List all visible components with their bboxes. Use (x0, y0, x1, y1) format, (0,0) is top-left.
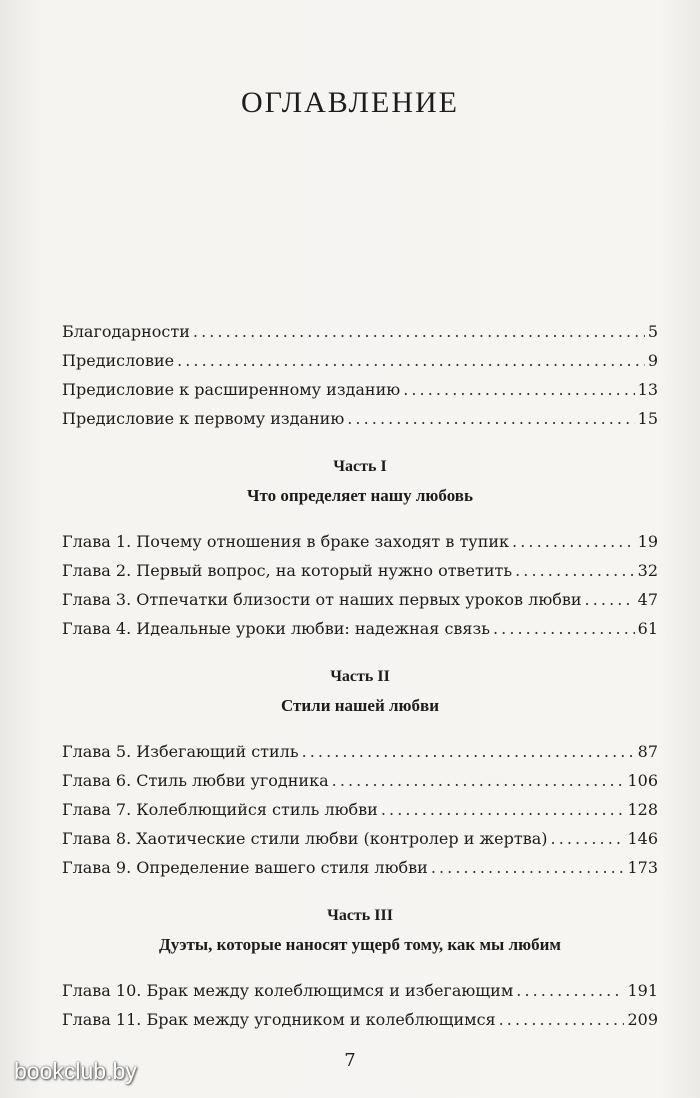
toc-entry (62, 561, 658, 590)
toc-entry (62, 380, 658, 409)
toc-entry-title: Предисловие (62, 351, 175, 370)
front-matter (62, 322, 658, 438)
toc-entry-title: Глава 7. Колеблющийся стиль любви (62, 800, 378, 819)
toc-entry-page: 128 (627, 800, 658, 819)
toc-entry-page: 15 (637, 409, 658, 428)
dot-leader (512, 532, 635, 551)
dot-leader (551, 829, 625, 848)
toc-entry-title: Глава 11. Брак между угодником и колеблющимся (62, 1010, 496, 1029)
part-section (62, 458, 658, 648)
toc-entry (62, 409, 658, 438)
toc-entry (62, 829, 658, 858)
toc-entry-page: 191 (627, 981, 658, 1000)
toc-entry (62, 742, 658, 771)
dot-leader (177, 351, 645, 370)
dot-leader (302, 742, 635, 761)
site-watermark: bookclub.by (14, 1058, 137, 1084)
toc-entry-title: Глава 9. Определение вашего стиля любви (62, 858, 428, 877)
toc-entry-page: 9 (647, 351, 658, 370)
toc-entry-title: Глава 8. Хаотические стили любви (контролер и жертва) (62, 829, 548, 848)
toc-entry (62, 619, 658, 648)
toc-entry-title: Глава 2. Первый вопрос, на который нужно ответить (62, 561, 513, 580)
toc-entry-title: Глава 6. Стиль любви угодника (62, 771, 329, 790)
toc-entry (62, 858, 658, 887)
dot-leader (499, 1010, 625, 1029)
dot-leader (332, 771, 625, 790)
toc-entry-title: Глава 1. Почему отношения в браке заходят в тупик (62, 532, 510, 551)
dot-leader (431, 858, 625, 877)
toc-entry-page: 13 (637, 380, 658, 399)
toc-entry (62, 1010, 658, 1039)
toc-entry-page: 5 (647, 322, 658, 341)
part-label: Часть III (327, 907, 393, 924)
toc-entry (62, 771, 658, 800)
dot-leader (585, 590, 635, 609)
part-title: Стили нашей любви (280, 696, 440, 715)
toc-entry-title: Благодарности (62, 322, 190, 341)
toc-entry-page: 106 (627, 771, 658, 790)
dot-leader (493, 619, 635, 638)
toc-entry-page: 47 (637, 590, 658, 609)
toc-entry-page: 146 (627, 829, 658, 848)
dot-leader (403, 380, 634, 399)
part-title: Дуэты, которые наносят ущерб тому, как мы любим (159, 935, 561, 954)
toc-entry-page: 32 (637, 561, 658, 580)
part-section (62, 668, 658, 887)
toc-entry-page: 87 (637, 742, 658, 761)
toc-entry-title: Глава 4. Идеальные уроки любви: надежная связь (62, 619, 490, 638)
toc-entry-page: 173 (627, 858, 658, 877)
page-number: 7 (344, 1050, 356, 1071)
toc-entry-title: Предисловие к расширенному изданию (62, 380, 401, 399)
dot-leader (193, 322, 645, 341)
toc-entry-title: Глава 3. Отпечатки близости от наших первых уроков любви (62, 590, 582, 609)
toc-entry (62, 322, 658, 351)
toc-entry (62, 532, 658, 561)
dot-leader (516, 981, 624, 1000)
toc-entry-title: Глава 10. Брак между колеблющимся и избегающим (62, 981, 514, 1000)
toc-entry-page: 61 (637, 619, 658, 638)
table-of-contents (62, 322, 658, 1039)
dot-leader (381, 800, 625, 819)
dot-leader (515, 561, 635, 580)
toc-entry (62, 981, 658, 1010)
toc-entry (62, 800, 658, 829)
toc-entry (62, 351, 658, 380)
part-label: Часть I (333, 458, 387, 475)
toc-entry-title: Глава 5. Избегающий стиль (62, 742, 299, 761)
part-title: Что определяет нашу любовь (247, 486, 473, 505)
toc-entry-page: 19 (637, 532, 658, 551)
toc-entry-title: Предисловие к первому изданию (62, 409, 345, 428)
part-section (62, 907, 658, 1039)
toc-entry-page: 209 (627, 1010, 658, 1029)
dot-leader (347, 409, 634, 428)
page-title: ОГЛАВЛЕНИЕ (241, 86, 459, 119)
part-label: Часть II (330, 668, 390, 685)
toc-entry (62, 590, 658, 619)
